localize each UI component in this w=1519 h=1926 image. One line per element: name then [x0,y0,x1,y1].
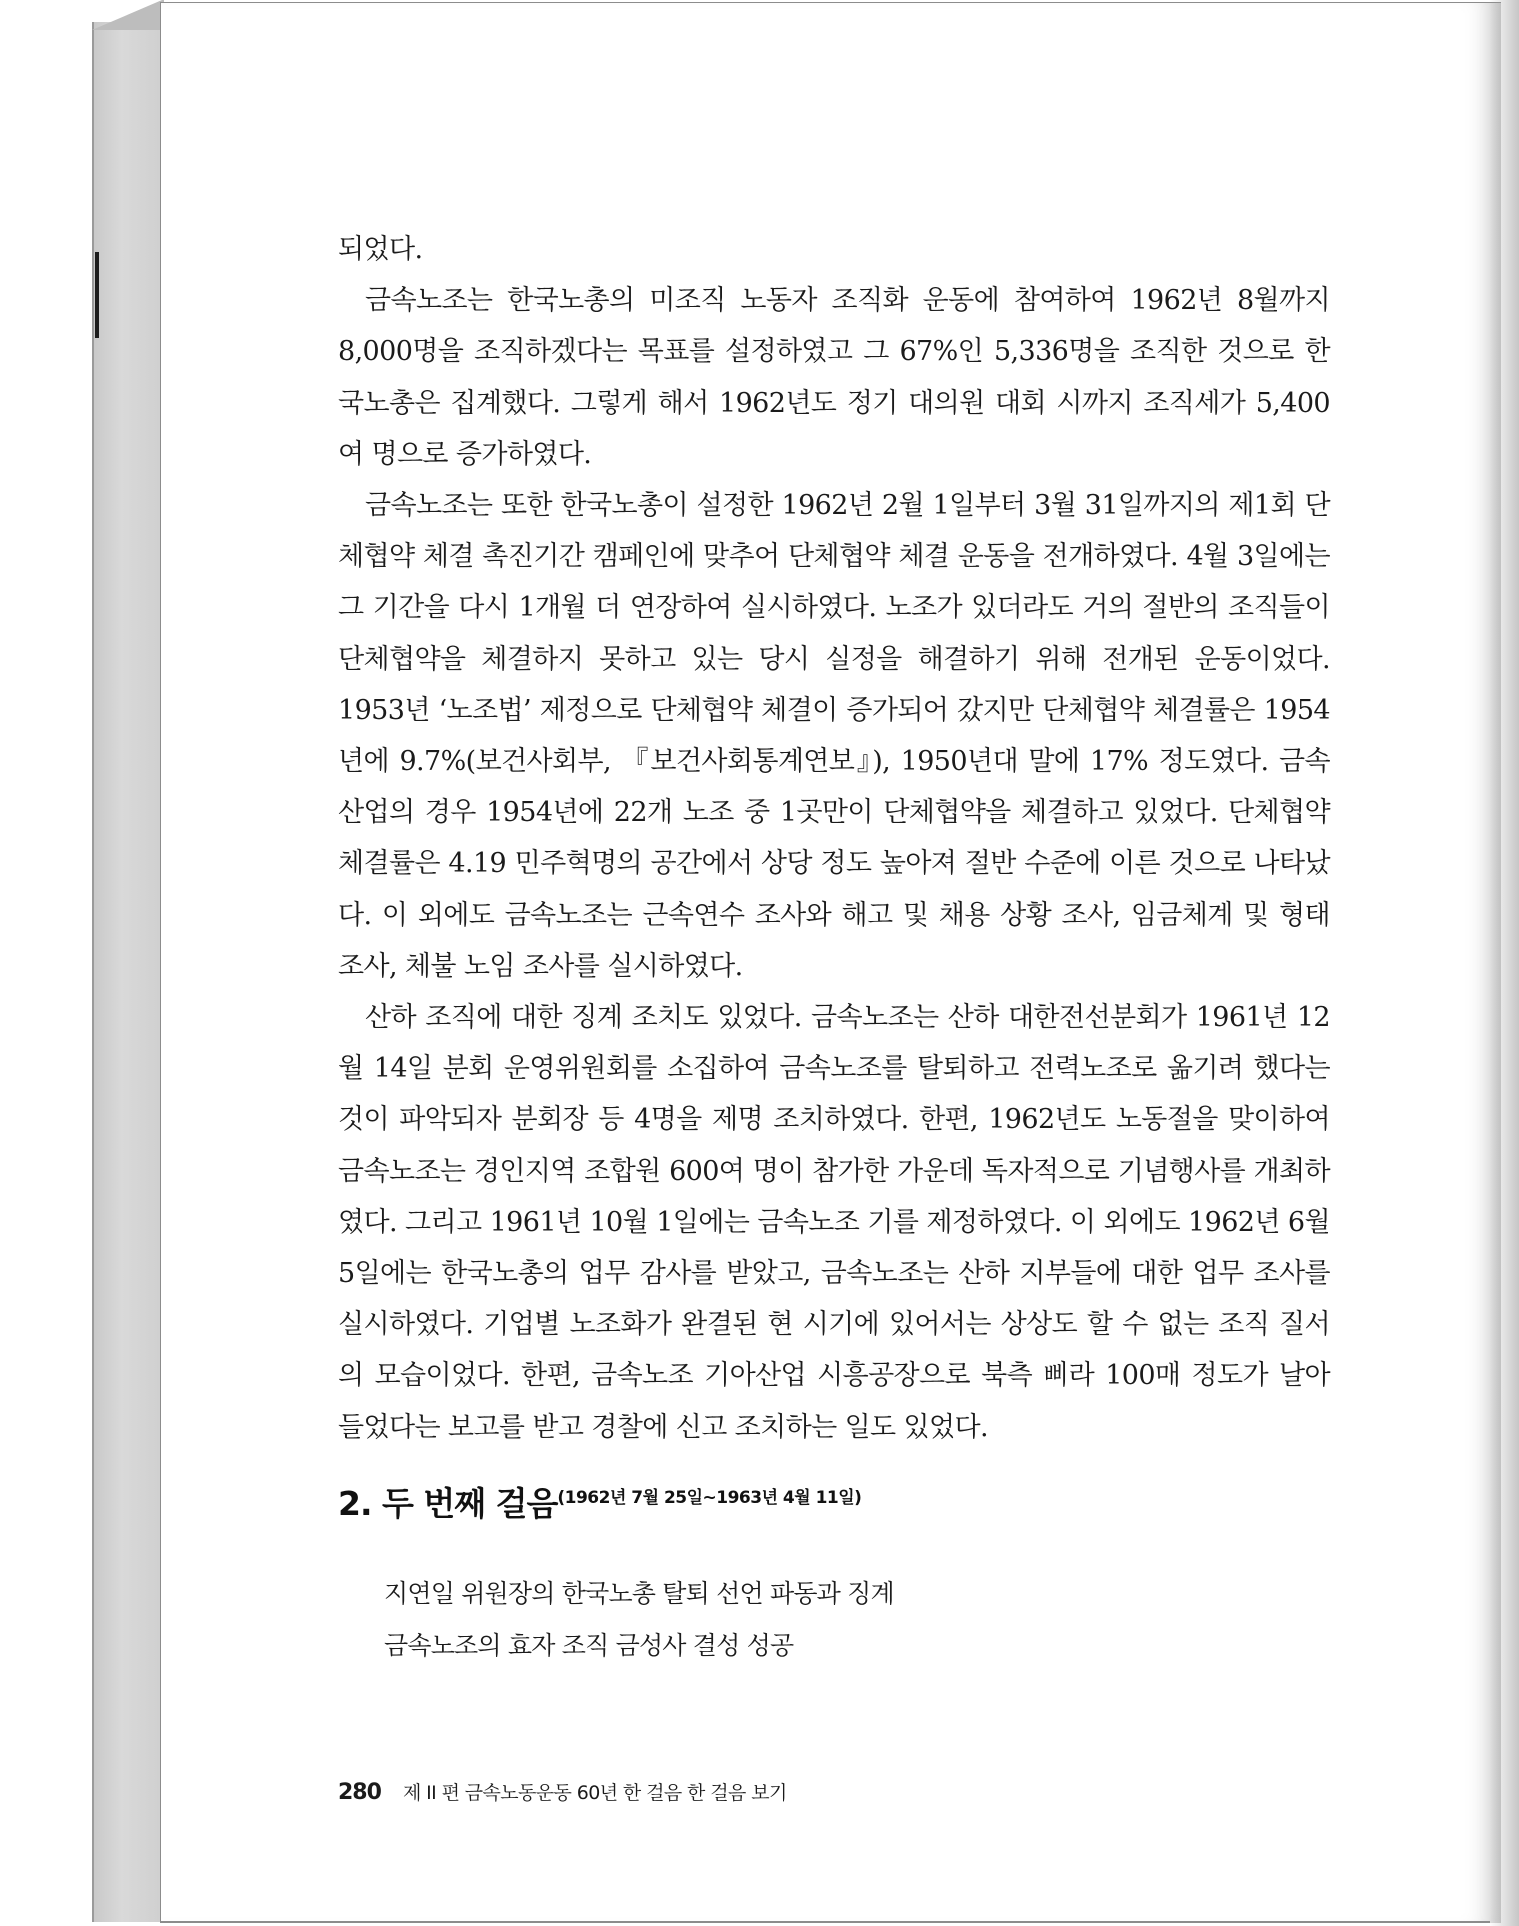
subtopic-item: 금속노조의 효자 조직 금성사 결성 성공 [384,1631,794,1660]
section-title: 2. 두 번째 걸음 [338,1484,558,1523]
subtopic-item: 지연일 위원장의 한국노총 탈퇴 선언 파동과 징계 [384,1579,894,1608]
section-heading [338,1478,861,1525]
bookmark-ribbon [95,252,99,338]
page-bottom-edge [160,1921,1490,1923]
book-spine-edge [92,22,164,1922]
section-date-range: (1962년 7월 25일~1963년 4월 11일) [557,1488,862,1508]
book-corner [92,0,164,30]
paragraph: 금속노조는 한국노총의 미조직 노동자 조직화 운동에 참여하여 1962년 8월까지 8,000명을 조직하겠다는 목표를 설정하였고 그 67%인 5,336명을 조직한 것으로 한국노총은 집계했다. 그렇게 해서 1962년도 정기 대의원 대회 시까지 조직세가 5,400여 명으로 증가하였다. [338,285,1330,470]
section-subtopics [384,1568,894,1672]
paragraph: 산하 조직에 대한 징계 조치도 있었다. 금속노조는 산하 대한전선분회가 1961년 12월 14일 분회 운영위원회를 소집하여 금속노조를 탈퇴하고 전력노조로 옮기려 했다는 것이 파악되자 분회장 등 4명을 제명 조치하였다. 한편, 1962년도 노동절을 맞이하여 금속노조는 경인지역 조합원 600여 명이 참가한 가운데 독자적으로 기념행사를 개최하였다. 그리고 1961년 10월 1일에는 금속노조 기를 제정하였다. 이 외에도 1962년 6월 5일에는 한국노총의 업무 감사를 받았고, 금속노조는 산하 지부들에 대한 업무 조사를 실시하였다. 기업별 노조화가 완결된 현 시기에 있어서는 상상도 할 수 없는 조직 질서의 모습이었다. 한편, 금속노조 기아산업 시흥공장으로 북측 삐라 100매 정도가 날아 들었다는 보고를 받고 경찰에 신고 조치하는 일도 있었다. [338,1002,1330,1443]
running-head: 제 II 편 금속노동운동 60년 한 걸음 한 걸음 보기 [402,1782,787,1804]
paragraph: 되었다. [338,234,423,265]
page-number: 280 [338,1780,381,1805]
page-footer [338,1778,787,1805]
paragraph: 금속노조는 또한 한국노총이 설정한 1962년 2월 1일부터 3월 31일까지의 제1회 단체협약 체결 촉진기간 캠페인에 맞추어 단체협약 체결 운동을 전개하였다. 4월 3일에는 그 기간을 다시 1개월 더 연장하여 실시하였다. 노조가 있더라도 거의 절반의 조직들이 단체협약을 체결하지 못하고 있는 당시 실정을 해결하기 위해 전개된 운동이었다. 1953년 ‘노조법’ 제정으로 단체협약 체결이 증가되어 갔지만 단체협약 체결률은 1954년에 9.7%(보건사회부, 『보건사회통계연보』), 1950년대 말에 17% 정도였다. 금속 산업의 경우 1954년에 22개 노조 중 1곳만이 단체협약을 체결하고 있었다. 단체협약 체결률은 4.19 민주혁명의 공간에서 상당 정도 높아져 절반 수준에 이른 것으로 나타났다. 이 외에도 금속노조는 근속연수 조사와 해고 및 채용 상황 조사, 임금체계 및 형태 조사, 체불 노임 조사를 실시하였다. [338,490,1330,982]
page-curl-shadow [1489,0,1519,1926]
body-text [338,224,1330,1453]
